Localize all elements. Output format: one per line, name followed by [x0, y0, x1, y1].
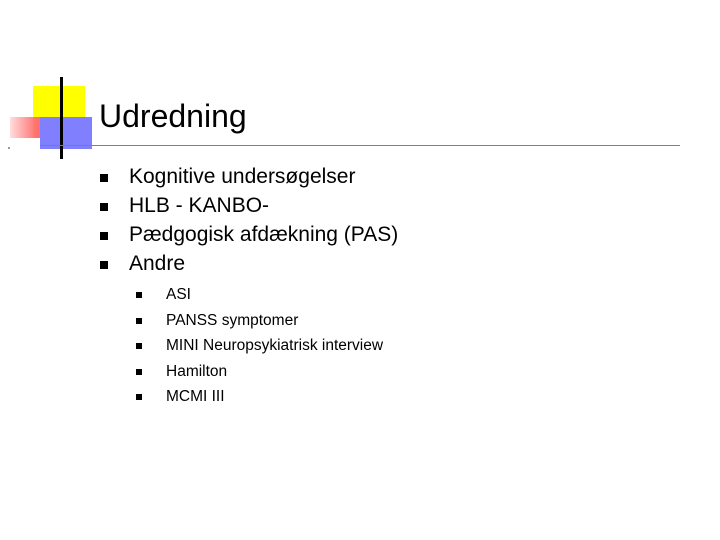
sub-bullet-item — [134, 333, 398, 359]
sub-bullet-item — [134, 282, 398, 308]
sub-bullet-label: MINI Neuropsykiatrisk interview — [166, 337, 384, 354]
small-square-bullet-icon — [136, 394, 142, 400]
sub-bullet-item — [134, 308, 398, 334]
bullet-item — [100, 191, 398, 220]
sub-bullet-label: PANSS symptomer — [166, 311, 299, 329]
decorative-dot — [8, 147, 10, 149]
bullet-item — [100, 162, 398, 191]
square-bullet-icon — [100, 203, 108, 211]
small-square-bullet-icon — [136, 318, 142, 324]
bullet-label: Pædgogisk afdækning (PAS) — [129, 223, 399, 246]
small-square-bullet-icon — [136, 343, 142, 349]
bullet-label: HLB - KANBO- — [129, 194, 270, 217]
slide-title: Udredning — [99, 98, 247, 134]
title-underline-rule — [40, 145, 680, 146]
sub-bullet-item — [134, 359, 398, 385]
small-square-bullet-icon — [136, 292, 142, 298]
sub-bullet-list — [129, 282, 398, 410]
sub-bullet-item — [134, 384, 398, 410]
square-bullet-icon — [100, 232, 108, 240]
sub-bullet-label: MCMI III — [166, 388, 225, 405]
bullet-label: Kognitive undersøgelser — [129, 165, 356, 188]
small-square-bullet-icon — [136, 369, 142, 375]
bullet-label: Andre — [129, 252, 186, 275]
bullet-item — [100, 249, 398, 410]
square-bullet-icon — [100, 174, 108, 182]
bullet-list — [100, 162, 398, 410]
bullet-item — [100, 220, 398, 249]
decorative-vertical-line — [60, 77, 63, 159]
sub-bullet-label: ASI — [166, 286, 191, 303]
sub-bullet-label: Hamilton — [166, 362, 228, 380]
square-bullet-icon — [100, 261, 108, 269]
